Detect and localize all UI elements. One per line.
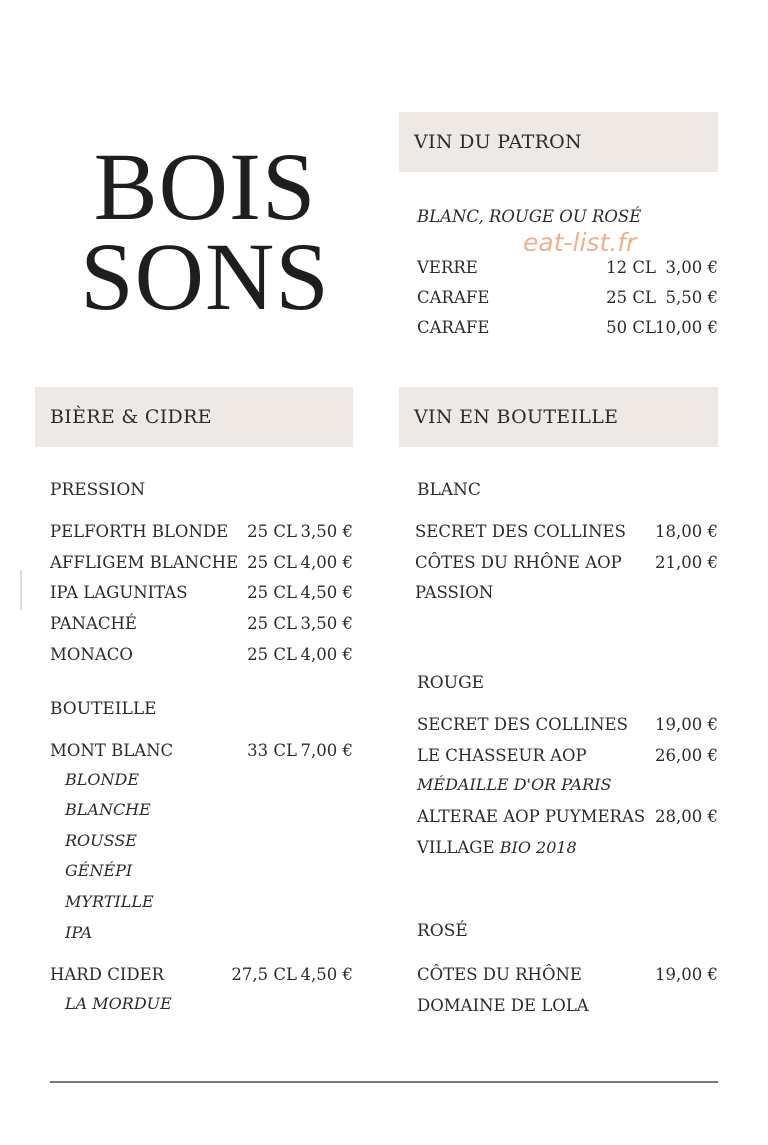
item-price: 5,50 €: [665, 288, 718, 307]
watermark: eat-list.fr: [523, 228, 637, 257]
item-volume: 33 CL: [247, 741, 297, 760]
menu-row: [50, 963, 353, 987]
item-name: LE CHASSEUR AOP: [417, 746, 587, 765]
item-name: SECRET DES COLLINES: [417, 715, 628, 734]
menu-row: [50, 520, 353, 544]
item-volume: 25 CL: [247, 614, 297, 633]
item-price: 10,00 €: [655, 318, 718, 337]
item-price: 19,00 €: [655, 715, 718, 734]
menu-row: [417, 286, 718, 310]
item-name: CÔTES DU RHÔNE: [417, 965, 582, 984]
vin-du-patron-header: [399, 112, 718, 172]
page-title-line-2: SONS: [80, 223, 330, 330]
item-price: 3,50 €: [300, 614, 353, 633]
menu-row: [50, 612, 353, 636]
menu-row: [417, 963, 718, 987]
menu-row: [415, 551, 718, 575]
item-name: MONACO: [50, 645, 133, 664]
item-price: 3,50 €: [300, 522, 353, 541]
variety-item: MYRTILLE: [65, 892, 154, 911]
menu-row: [417, 316, 718, 340]
item-name: CARAFE: [417, 318, 490, 337]
menu-row-continuation: [417, 994, 718, 1018]
item-volume: 12 CL: [606, 258, 656, 277]
vin-bouteille-header: [399, 387, 718, 447]
item-volume: 25 CL: [247, 553, 297, 572]
item-price: 26,00 €: [655, 746, 718, 765]
bouteille-label: BOUTEILLE: [50, 699, 157, 719]
item-name: IPA LAGUNITAS: [50, 583, 188, 602]
menu-row: [50, 581, 353, 605]
menu-row: [50, 739, 353, 763]
variety-item: LA MORDUE: [65, 994, 172, 1013]
vin-bouteille-header-label: VIN EN BOUTEILLE: [414, 406, 619, 428]
rouge-label: ROUGE: [417, 673, 485, 693]
blanc-label: BLANC: [417, 480, 481, 500]
item-price: 4,00 €: [300, 645, 353, 664]
menu-row-continuation: [415, 581, 718, 605]
item-name: HARD CIDER: [50, 965, 165, 984]
item-volume: 50 CL: [606, 318, 656, 337]
item-price: 4,50 €: [300, 965, 353, 984]
menu-row: [415, 520, 718, 544]
edge-mark: [20, 570, 22, 610]
item-name: MONT BLANC: [50, 741, 174, 760]
item-volume: 25 CL: [247, 645, 297, 664]
item-price: 4,50 €: [300, 583, 353, 602]
item-volume: 25 CL: [247, 522, 297, 541]
menu-row: [417, 805, 718, 829]
item-name: AFFLIGEM BLANCHE: [50, 553, 239, 572]
vin-du-patron-subtitle: BLANC, ROUGE OU ROSÉ: [417, 207, 642, 226]
menu-row: [50, 643, 353, 667]
item-name: CARAFE: [417, 288, 490, 307]
item-name-line-2: DOMAINE DE LOLA: [417, 996, 589, 1015]
menu-row: [417, 713, 718, 737]
item-name-line-2: PASSION: [415, 583, 494, 602]
item-name-line-2: [417, 836, 577, 860]
item-name: VERRE: [417, 258, 478, 277]
menu-row: [417, 744, 718, 768]
bio-note: BIO 2018: [499, 838, 577, 857]
item-price: 21,00 €: [655, 553, 718, 572]
rose-label: ROSÉ: [417, 921, 468, 941]
menu-row: [417, 256, 718, 280]
item-price: 4,00 €: [300, 553, 353, 572]
item-price: 19,00 €: [655, 965, 718, 984]
item-price: 28,00 €: [655, 807, 718, 826]
variety-item: IPA: [65, 923, 93, 942]
item-name: PELFORTH BLONDE: [50, 522, 229, 541]
village-text: VILLAGE: [417, 838, 500, 857]
menu-row-continuation: [417, 836, 718, 860]
page-title-line-1: BOIS: [93, 133, 317, 240]
item-name: PANACHÉ: [50, 614, 137, 633]
biere-cidre-header-label: BIÈRE & CIDRE: [50, 406, 212, 428]
item-price: 7,00 €: [300, 741, 353, 760]
variety-item: ROUSSE: [65, 831, 137, 850]
item-volume: 25 CL: [606, 288, 656, 307]
item-price: 18,00 €: [655, 522, 718, 541]
biere-cidre-header: [35, 387, 353, 447]
item-name: SECRET DES COLLINES: [415, 522, 626, 541]
item-volume: 27,5 CL: [231, 965, 297, 984]
variety-item: GÉNÉPI: [65, 861, 133, 880]
item-price: 3,00 €: [665, 258, 718, 277]
bottom-divider: [50, 1081, 718, 1083]
variety-item: BLONDE: [65, 770, 140, 789]
menu-row: [50, 551, 353, 575]
item-name: ALTERAE AOP PUYMERAS: [417, 807, 646, 826]
vin-du-patron-header-label: VIN DU PATRON: [414, 131, 582, 153]
variety-item: BLANCHE: [65, 800, 151, 819]
item-name: CÔTES DU RHÔNE AOP: [415, 553, 622, 572]
item-note: MÉDAILLE D'OR PARIS: [417, 775, 612, 794]
item-volume: 25 CL: [247, 583, 297, 602]
pression-label: PRESSION: [50, 480, 146, 500]
